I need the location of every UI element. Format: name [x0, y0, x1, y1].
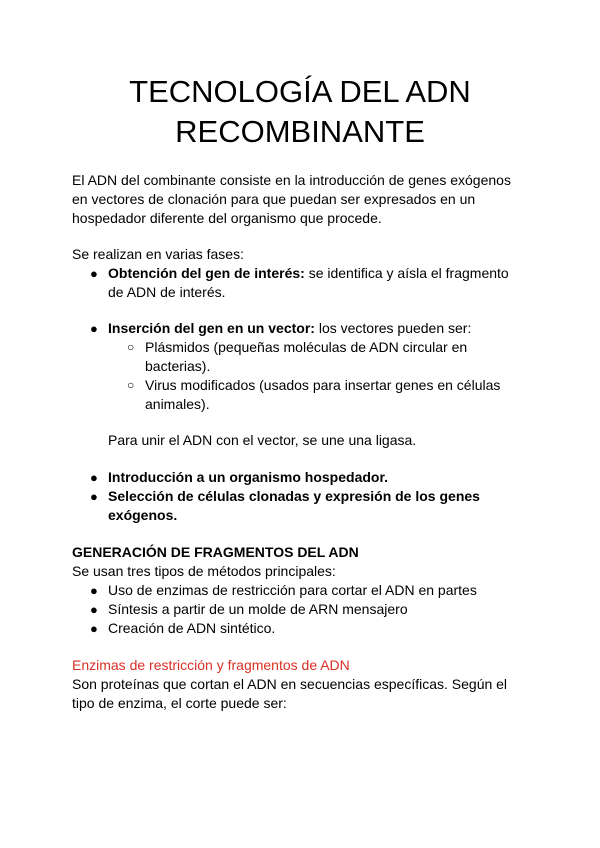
method-item: Creación de ADN sintético. [108, 620, 276, 636]
enzymes-line-2: tipo de enzima, el corte puede ser: [72, 695, 287, 711]
sub-bullet-icon: ○ [127, 340, 135, 354]
intro-line-2: en vectores de clonación para que puedan ser expresados en un [72, 191, 476, 207]
intro-line-1: El ADN del combinante consiste en la introducción de genes exógenos [72, 172, 511, 188]
bullet-icon: ● [90, 470, 98, 485]
bullet-icon: ● [90, 583, 98, 598]
page-title [0, 72, 600, 152]
phase-2 [108, 319, 538, 338]
phase-1 [108, 264, 538, 283]
ligase-note: Para unir el ADN con el vector, se une una ligasa. [108, 432, 417, 448]
phase-2-bold: Inserción del gen en un vector: [108, 320, 315, 336]
title-line-2: RECOMBINANTE [175, 114, 425, 149]
fragments-heading [72, 543, 532, 562]
enzymes-line-1: Son proteínas que cortan el ADN en secuencias específicas. Según el [72, 676, 508, 692]
phase-4-line-1 [108, 487, 480, 506]
sub-item-plasmids-line-1: Plásmidos (pequeñas moléculas de ADN circular en [145, 339, 468, 355]
sub-item-virus-line-1: Virus modificados (usados para insertar genes en células [145, 377, 501, 393]
bullet-icon: ● [90, 266, 98, 281]
phase-1-bold: Obtención del gen de interés: [108, 265, 305, 281]
sub-item-virus-line-2: animales). [145, 396, 210, 412]
phase-3 [108, 468, 388, 487]
bullet-icon: ● [90, 489, 98, 504]
bullet-icon: ● [90, 621, 98, 636]
sub-bullet-icon: ○ [127, 378, 135, 392]
phases-heading: Se realizan en varias fases: [72, 246, 244, 262]
phase-1-continued: de ADN de interés. [108, 284, 226, 300]
sub-item-plasmids-line-2: bacterias). [145, 358, 211, 374]
intro-line-3: hospedador diferente del organismo que procede. [72, 210, 382, 226]
phase-3-bold: Introducción a un organismo hospedador. [108, 469, 389, 485]
bullet-icon: ● [90, 321, 98, 336]
phase-4-bold-2: exógenos. [108, 507, 178, 523]
method-item: Uso de enzimas de restricción para cortar el ADN en partes [108, 582, 477, 598]
fragments-heading-text: GENERACIÓN DE FRAGMENTOS DEL ADN [72, 544, 359, 560]
enzymes-heading: Enzimas de restricción y fragmentos de ADN [72, 657, 350, 673]
phase-4-bold-1: Selección de células clonadas y expresión de los genes [108, 488, 480, 504]
phase-1-text: se identifica y aísla el fragmento [304, 265, 509, 281]
phase-4-line-2 [108, 506, 177, 525]
phase-2-text: los vectores pueden ser: [314, 320, 472, 336]
method-item: Síntesis a partir de un molde de ARN mensajero [108, 601, 408, 617]
title-line-1: TECNOLOGÍA DEL ADN [129, 74, 471, 109]
bullet-icon: ● [90, 602, 98, 617]
fragments-intro: Se usan tres tipos de métodos principales: [72, 563, 336, 579]
